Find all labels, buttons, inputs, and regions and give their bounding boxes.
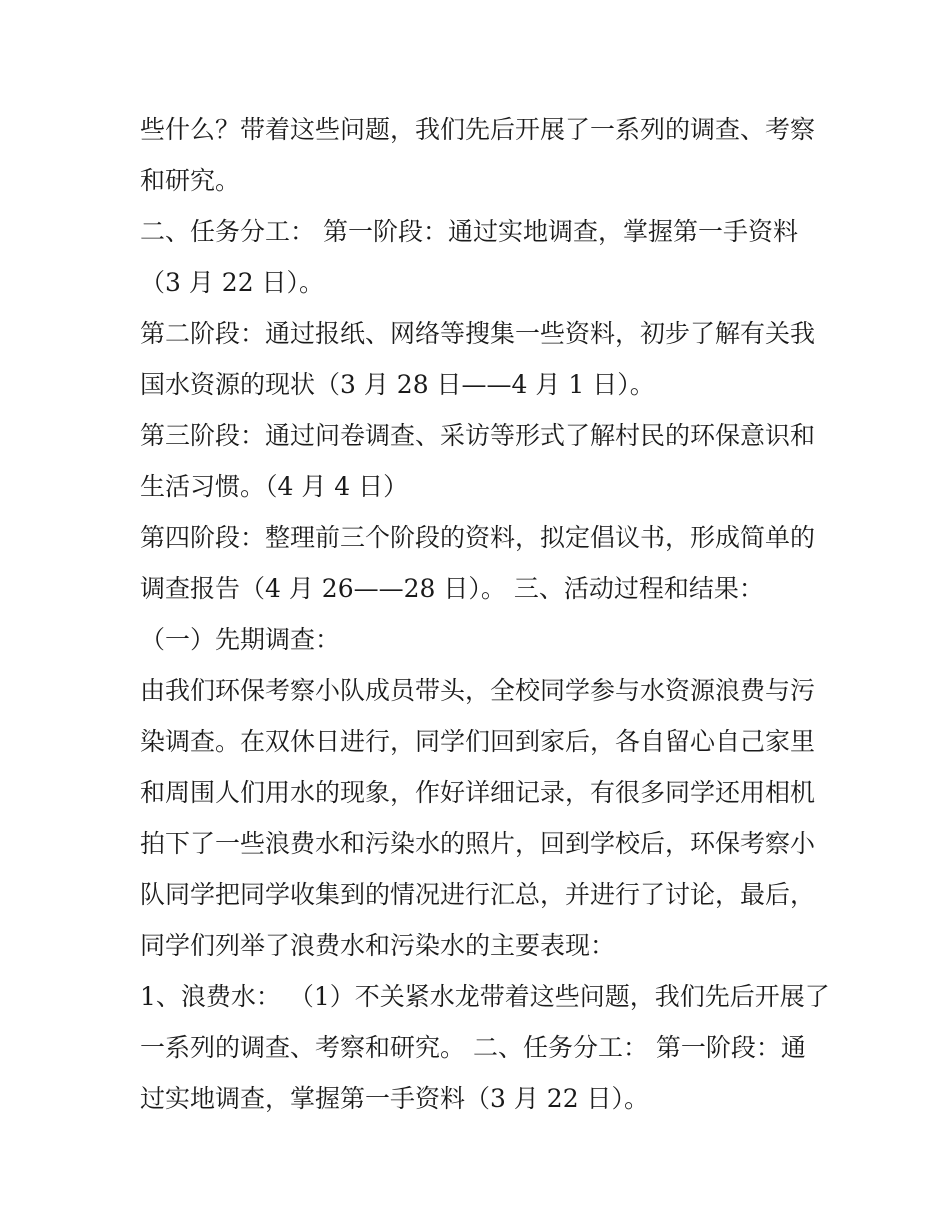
text-line: 过实地调查，掌握第一手资料（3 月 22 日）。 — [140, 1084, 650, 1113]
text-line: 和研究。 — [140, 166, 241, 195]
text-line: 第四阶段：整理前三个阶段的资料，拟定倡议书，形成简单的 — [140, 523, 816, 552]
text-line: 一系列的调查、考察和研究。 二、任务分工： 第一阶段：通 — [140, 1033, 806, 1062]
list-item-waste-water: 1、浪费水： （1）不关紧水龙带着这些问题，我们先后开展了 — [140, 982, 830, 1011]
text-line: 生活习惯。（4 月 4 日） — [140, 472, 409, 501]
text-line: 由我们环保考察小队成员带头，全校同学参与水资源浪费与污 — [140, 676, 816, 705]
text-line: 国水资源的现状（3 月 28 日——4 月 1 日）。 — [140, 370, 655, 399]
text-line: 和周围人们用水的现象，作好详细记录，有很多同学还用相机 — [140, 778, 816, 807]
text-line: 同学们列举了浪费水和污染水的主要表现： — [140, 931, 616, 960]
text-line: 些什么？带着这些问题，我们先后开展了一系列的调查、考察 — [140, 115, 816, 144]
text-line: 染调查。在双休日进行，同学们回到家后，各自留心自己家里 — [140, 727, 816, 756]
text-line: 第二阶段：通过报纸、网络等搜集一些资料，初步了解有关我 — [140, 319, 816, 348]
text-line: （3 月 22 日）。 — [140, 268, 325, 297]
section-heading-task-division: 二、任务分工： 第一阶段：通过实地调查，掌握第一手资料 — [140, 217, 798, 246]
text-line: 队同学把同学收集到的情况进行汇总，并进行了讨论，最后， — [140, 880, 816, 909]
subsection-heading-preliminary-survey: （一）先期调查： — [140, 625, 341, 654]
text-line: 拍下了一些浪费水和污染水的照片，回到学校后，环保考察小 — [140, 829, 816, 858]
text-line: 第三阶段：通过问卷调查、采访等形式了解村民的环保意识和 — [140, 421, 816, 450]
text-line: 调查报告（4 月 26——28 日）。 三、活动过程和结果： — [140, 574, 764, 603]
document-body — [140, 104, 830, 1124]
